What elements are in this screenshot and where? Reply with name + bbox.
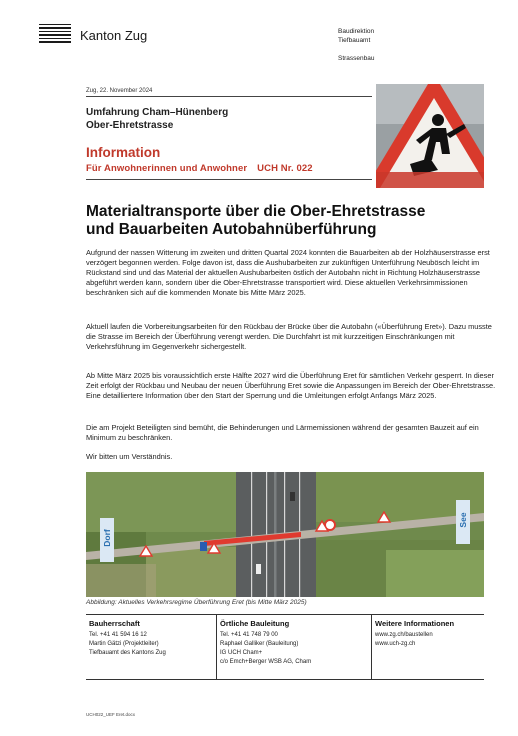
kanton-zug-logo bbox=[39, 24, 71, 45]
header-rule bbox=[86, 96, 372, 97]
dept-line-2: Tiefbauamt bbox=[338, 37, 371, 44]
roadwork-sign-icon bbox=[376, 84, 484, 188]
project-line-2: Ober-Ehretstrasse bbox=[86, 120, 174, 131]
dept-line-3: Strassenbau bbox=[338, 55, 375, 62]
contact-address: c/o Emch+Berger WSB AG, Cham bbox=[220, 659, 312, 665]
headline-line-1: Materialtransporte über die Ober-Ehretstrasse bbox=[86, 203, 426, 220]
department-block bbox=[338, 27, 375, 63]
headline-line-2: und Bauarbeiten Autobahnüberführung bbox=[86, 221, 377, 238]
contact-heading: Bauherrschaft bbox=[89, 619, 140, 628]
contact-person: Martin Gätzi (Projektleiter) bbox=[89, 641, 159, 647]
info-audience: Für Anwohnerinnen und Anwohner bbox=[86, 163, 248, 174]
project-title bbox=[86, 106, 228, 132]
project-line-1: Umfahrung Cham–Hünenberg bbox=[86, 107, 229, 118]
contact-column-bauleitung bbox=[217, 615, 372, 679]
info-subtitle bbox=[86, 163, 313, 174]
link-uch[interactable]: www.uch-zg.ch bbox=[375, 641, 416, 647]
paragraph-5: Wir bitten um Verständnis. bbox=[86, 452, 173, 461]
contact-heading: Weitere Informationen bbox=[375, 619, 455, 628]
info-title: Information bbox=[86, 145, 161, 160]
contact-column-bauherrschaft bbox=[86, 615, 217, 679]
map-label-see: See bbox=[458, 512, 468, 528]
contact-column-weitere-informationen bbox=[372, 615, 484, 679]
link-baustellen[interactable]: www.zg.ch/baustellen bbox=[375, 632, 433, 638]
info-rule bbox=[86, 179, 372, 180]
document-filename: UCH022_UEF Eret.docx bbox=[86, 712, 136, 717]
contact-phone: Tel. +41 41 594 16 12 bbox=[89, 632, 147, 638]
paragraph-2: Aktuell laufen die Vorbereitungsarbeiten für den Rückbau der Brücke über die Autobahn («Überführung Eret»). Dazu musste die Strasse im Bereich der Überführung verengt werden. Die Durchfahrt ist mit kurzzeitigen Einschränkungen mit Verkehrsführung im Gegenverkehr sichergestellt. bbox=[86, 322, 492, 351]
contact-organisation: IG UCH Cham+ bbox=[220, 650, 263, 656]
contact-person: Raphael Galliker (Bauleitung) bbox=[220, 641, 299, 647]
info-number: UCH Nr. 022 bbox=[257, 163, 313, 174]
brand-name: Kanton Zug bbox=[80, 28, 148, 43]
contact-heading: Örtliche Bauleitung bbox=[220, 619, 290, 628]
contact-phone: Tel. +41 41 748 79 00 bbox=[220, 632, 278, 638]
traffic-regime-map bbox=[86, 472, 484, 597]
map-caption: Abbildung: Aktuelles Verkehrsregime Überführung Eret (bis Mitte März 2025) bbox=[86, 599, 307, 606]
map-label-dorf: Dorf bbox=[102, 529, 112, 547]
paragraph-4: Die am Projekt Beteiligten sind bemüht, die Behinderungen und Lärmemissionen während der gesamten Bauzeit auf ein Minimum zu beschränken. bbox=[86, 423, 479, 442]
document-date: Zug, 22. November 2024 bbox=[86, 88, 153, 94]
dept-line-1: Baudirektion bbox=[338, 28, 375, 35]
contact-table bbox=[86, 614, 484, 680]
headline bbox=[86, 203, 496, 239]
contact-organisation: Tiefbauamt des Kantons Zug bbox=[89, 650, 166, 656]
aerial-photo-illustration bbox=[86, 472, 484, 597]
paragraph-1: Aufgrund der nassen Witterung im zweiten und dritten Quartal 2024 konnten die Bauarbeiten ab der Holzhäuserstrasse erst verzögert begonnen werden. Folge davon ist, dass die Aushubarbeiten zur zukünftigen Unterführung Neubösch leicht im Rückstand sind und das Material der aktuellen Aushubarbeiten östlich der Autobahn nicht in Richtung Holzhäuserstrasse abgeführt werden kann, sondern über die Ober-Ehretstrasse transportiert wird. Diese aktuellen Verkehrsimmissionen beschränken sich auf die kommenden Monate bis Mitte März 2025. bbox=[86, 248, 490, 297]
paragraph-3: Ab Mitte März 2025 bis voraussichtlich erste Hälfte 2027 wird die Überführung Eret für sämtlichen Verkehr gesperrt. In dieser Zeit erfolgt der Rückbau und Neubau der neuen Überführung Eret sowie die Anpassungen im Bereich der Ober-Ehretstrasse. Eine detailliertere Information über den Start der Sperrung und die Umleitungen erfolgt Anfangs März 2025. bbox=[86, 371, 496, 400]
construction-sign-photo bbox=[376, 84, 484, 188]
